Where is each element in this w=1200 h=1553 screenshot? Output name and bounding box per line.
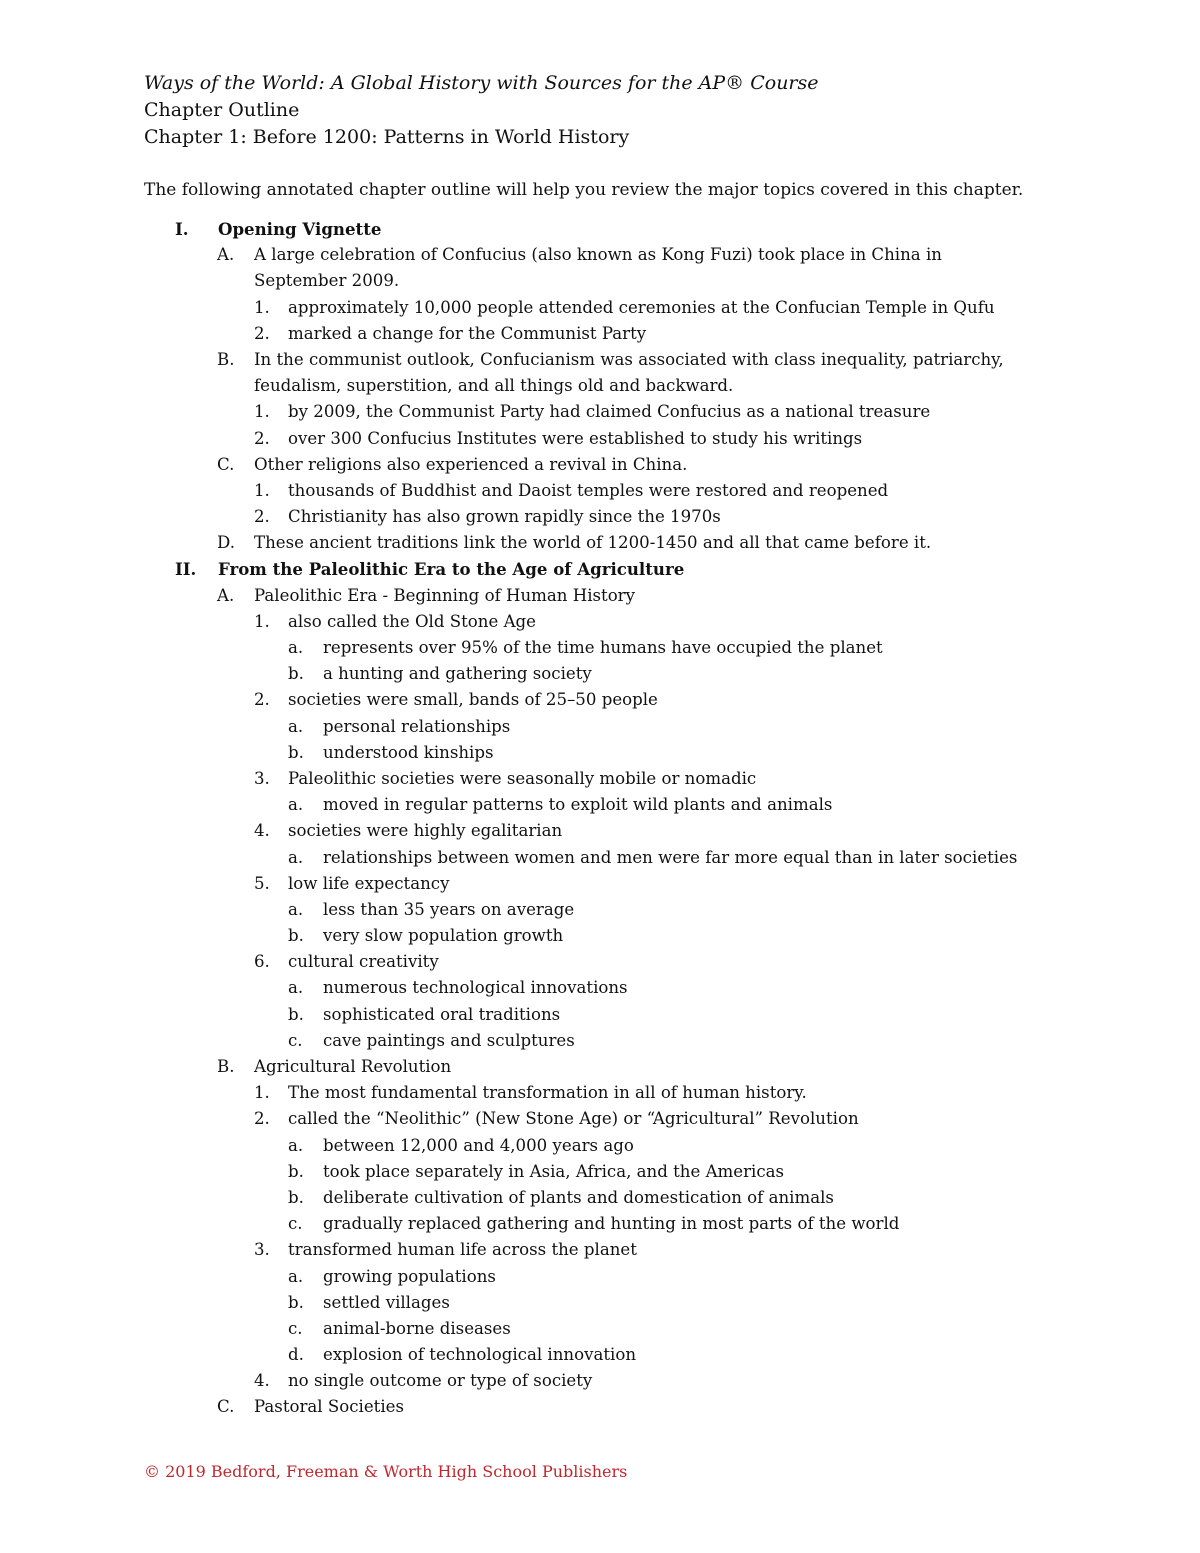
outline-marker: 1.: [254, 480, 270, 500]
outline-text: by 2009, the Communist Party had claimed Confucius as a national treasure: [288, 402, 931, 422]
outline-item: [0, 373, 1200, 399]
outline-item: [0, 1028, 1200, 1054]
outline-text: Opening Vignette: [218, 219, 382, 239]
outline-text: A large celebration of Confucius (also known as Kong Fuzi) took place in China in: [254, 245, 942, 265]
outline-item: [0, 1211, 1200, 1237]
outline-marker: c.: [288, 1030, 303, 1050]
outline-item: [0, 845, 1200, 871]
outline-text: feudalism, superstition, and all things old and backward.: [254, 376, 734, 396]
outline-item: [0, 504, 1200, 530]
outline-text: societies were highly egalitarian: [288, 821, 563, 841]
outline-item: [0, 897, 1200, 923]
outline-item: [0, 321, 1200, 347]
outline-marker: II.: [175, 559, 197, 580]
outline-text: Pastoral Societies: [254, 1397, 404, 1417]
outline-text: between 12,000 and 4,000 years ago: [323, 1135, 634, 1155]
outline-marker: 2.: [254, 428, 270, 448]
outline-marker: 4.: [254, 1371, 270, 1391]
outline-item: [0, 1237, 1200, 1263]
outline-text: numerous technological innovations: [323, 978, 628, 998]
outline-text: gradually replaced gathering and hunting in most parts of the world: [323, 1214, 900, 1234]
outline-marker: a.: [288, 1266, 304, 1286]
outline-marker: B.: [217, 1057, 235, 1076]
outline-marker: 5.: [254, 873, 270, 893]
outline-text: Paleolithic Era - Beginning of Human History: [254, 585, 635, 605]
outline-text: a hunting and gathering society: [323, 664, 592, 684]
outline-marker: a.: [288, 716, 304, 736]
outline-item: [0, 661, 1200, 687]
outline-marker: 1.: [254, 297, 270, 317]
outline-item: [0, 1394, 1200, 1420]
outline-marker: 2.: [254, 690, 270, 710]
outline-marker: 3.: [254, 768, 270, 788]
outline-text: represents over 95% of the time humans have occupied the planet: [323, 638, 883, 657]
outline-text: From the Paleolithic Era to the Age of Agriculture: [218, 559, 685, 580]
outline-marker: D.: [217, 533, 235, 553]
outline-item: [0, 1002, 1200, 1028]
outline-item: [0, 766, 1200, 792]
outline-text: relationships between women and men were far more equal than in later societies: [323, 847, 1018, 867]
outline-marker: a.: [288, 795, 304, 815]
outline-item: [0, 687, 1200, 713]
outline-text: Christianity has also grown rapidly since the 1970s: [288, 507, 721, 527]
outline-item: [0, 871, 1200, 897]
outline-marker: A.: [217, 245, 235, 265]
outline-marker: 6.: [254, 952, 270, 972]
outline-item: [0, 635, 1200, 661]
outline-text: explosion of technological innovation: [323, 1345, 637, 1365]
outline-marker: b.: [288, 664, 304, 684]
outline-text: transformed human life across the planet: [288, 1240, 637, 1260]
outline-marker: C.: [217, 1397, 235, 1417]
outline-text: less than 35 years on average: [323, 899, 575, 919]
outline-text: animal-borne diseases: [323, 1318, 511, 1338]
outline-text: settled villages: [323, 1292, 450, 1312]
outline-text: took place separately in Asia, Africa, and the Americas: [323, 1161, 785, 1181]
outline-item: [0, 949, 1200, 975]
outline-marker: 1.: [254, 1083, 270, 1103]
outline-item: [0, 216, 1200, 242]
outline-text: These ancient traditions link the world of 1200-1450 and all that came before it.: [254, 533, 932, 553]
outline-text: understood kinships: [323, 742, 494, 762]
outline-item: [0, 923, 1200, 949]
outline-text: growing populations: [323, 1266, 496, 1286]
outline-item: [0, 295, 1200, 321]
outline-item: [0, 556, 1200, 582]
outline-marker: 2.: [254, 1109, 270, 1129]
outline-marker: I.: [175, 219, 189, 239]
outline-text: September 2009.: [254, 271, 400, 291]
outline-marker: b.: [288, 742, 304, 762]
outline-text: very slow population growth: [323, 926, 564, 946]
outline-marker: 1.: [254, 611, 270, 631]
outline-item: [0, 975, 1200, 1001]
outline-item: [0, 1133, 1200, 1159]
outline-item: [0, 714, 1200, 740]
outline-text: Other religions also experienced a revival in China.: [254, 454, 688, 474]
outline-marker: b.: [288, 1187, 304, 1207]
chapter-outline: [0, 216, 1200, 1421]
outline-marker: 4.: [254, 821, 270, 841]
outline-item: [0, 740, 1200, 766]
outline-text: deliberate cultivation of plants and domestication of animals: [323, 1187, 834, 1207]
outline-marker: 2.: [254, 323, 270, 343]
outline-item: [0, 426, 1200, 452]
outline-text: marked a change for the Communist Party: [288, 323, 647, 343]
outline-item: [0, 530, 1200, 556]
outline-marker: A.: [217, 585, 235, 605]
outline-item: [0, 268, 1200, 294]
outline-text: over 300 Confucius Institutes were established to study his writings: [288, 428, 863, 448]
copyright-footer: © 2019 Bedford, Freeman & Worth High School Publishers: [144, 1462, 628, 1481]
outline-marker: c.: [288, 1214, 303, 1234]
chapter-heading: Chapter 1: Before 1200: Patterns in World History: [144, 126, 630, 148]
doc-type-heading: Chapter Outline: [144, 99, 300, 121]
outline-marker: 3.: [254, 1240, 270, 1260]
outline-marker: c.: [288, 1318, 303, 1338]
outline-item: [0, 399, 1200, 425]
outline-item: [0, 1159, 1200, 1185]
outline-marker: 2.: [254, 507, 270, 527]
outline-text: approximately 10,000 people attended ceremonies at the Confucian Temple in Qufu: [288, 297, 995, 317]
outline-marker: C.: [217, 454, 235, 474]
outline-text: thousands of Buddhist and Daoist temples were restored and reopened: [288, 480, 889, 500]
outline-marker: a.: [288, 847, 304, 867]
outline-text: personal relationships: [323, 716, 511, 736]
outline-item: [0, 792, 1200, 818]
outline-marker: a.: [288, 1135, 304, 1155]
outline-text: no single outcome or type of society: [288, 1371, 593, 1391]
outline-item: [0, 1054, 1200, 1080]
book-title: Ways of the World: A Global History with Sources for the AP® Course: [144, 72, 819, 94]
outline-item: [0, 583, 1200, 609]
outline-marker: d.: [288, 1345, 304, 1365]
outline-item: [0, 452, 1200, 478]
outline-item: [0, 347, 1200, 373]
outline-marker: 1.: [254, 402, 270, 422]
outline-marker: a.: [288, 978, 304, 998]
outline-item: [0, 478, 1200, 504]
outline-text: Agricultural Revolution: [254, 1057, 452, 1076]
outline-marker: b.: [288, 1161, 304, 1181]
outline-text: moved in regular patterns to exploit wild plants and animals: [323, 795, 833, 815]
outline-marker: b.: [288, 1004, 304, 1024]
outline-item: [0, 1342, 1200, 1368]
outline-text: Paleolithic societies were seasonally mobile or nomadic: [288, 768, 757, 788]
outline-text: societies were small, bands of 25–50 people: [288, 690, 658, 710]
outline-text: low life expectancy: [288, 873, 450, 893]
outline-text: called the “Neolithic” (New Stone Age) or “Agricultural” Revolution: [288, 1109, 859, 1129]
outline-text: sophisticated oral traditions: [323, 1004, 561, 1024]
outline-marker: b.: [288, 926, 304, 946]
outline-item: [0, 1106, 1200, 1132]
outline-text: In the communist outlook, Confucianism was associated with class inequality, patriarchy,: [254, 349, 1004, 369]
outline-item: [0, 1290, 1200, 1316]
outline-text: cave paintings and sculptures: [323, 1030, 575, 1050]
outline-item: [0, 1080, 1200, 1106]
outline-item: [0, 609, 1200, 635]
outline-text: also called the Old Stone Age: [288, 611, 536, 631]
outline-item: [0, 1316, 1200, 1342]
outline-item: [0, 242, 1200, 268]
outline-marker: B.: [217, 349, 235, 369]
outline-item: [0, 1264, 1200, 1290]
outline-item: [0, 818, 1200, 844]
outline-marker: b.: [288, 1292, 304, 1312]
outline-marker: a.: [288, 899, 304, 919]
outline-item: [0, 1185, 1200, 1211]
outline-text: cultural creativity: [288, 952, 439, 972]
outline-item: [0, 1368, 1200, 1394]
outline-marker: a.: [288, 638, 304, 657]
intro-text: The following annotated chapter outline will help you review the major topics covered in this chapter.: [144, 180, 1024, 200]
outline-text: The most fundamental transformation in all of human history.: [288, 1083, 807, 1103]
